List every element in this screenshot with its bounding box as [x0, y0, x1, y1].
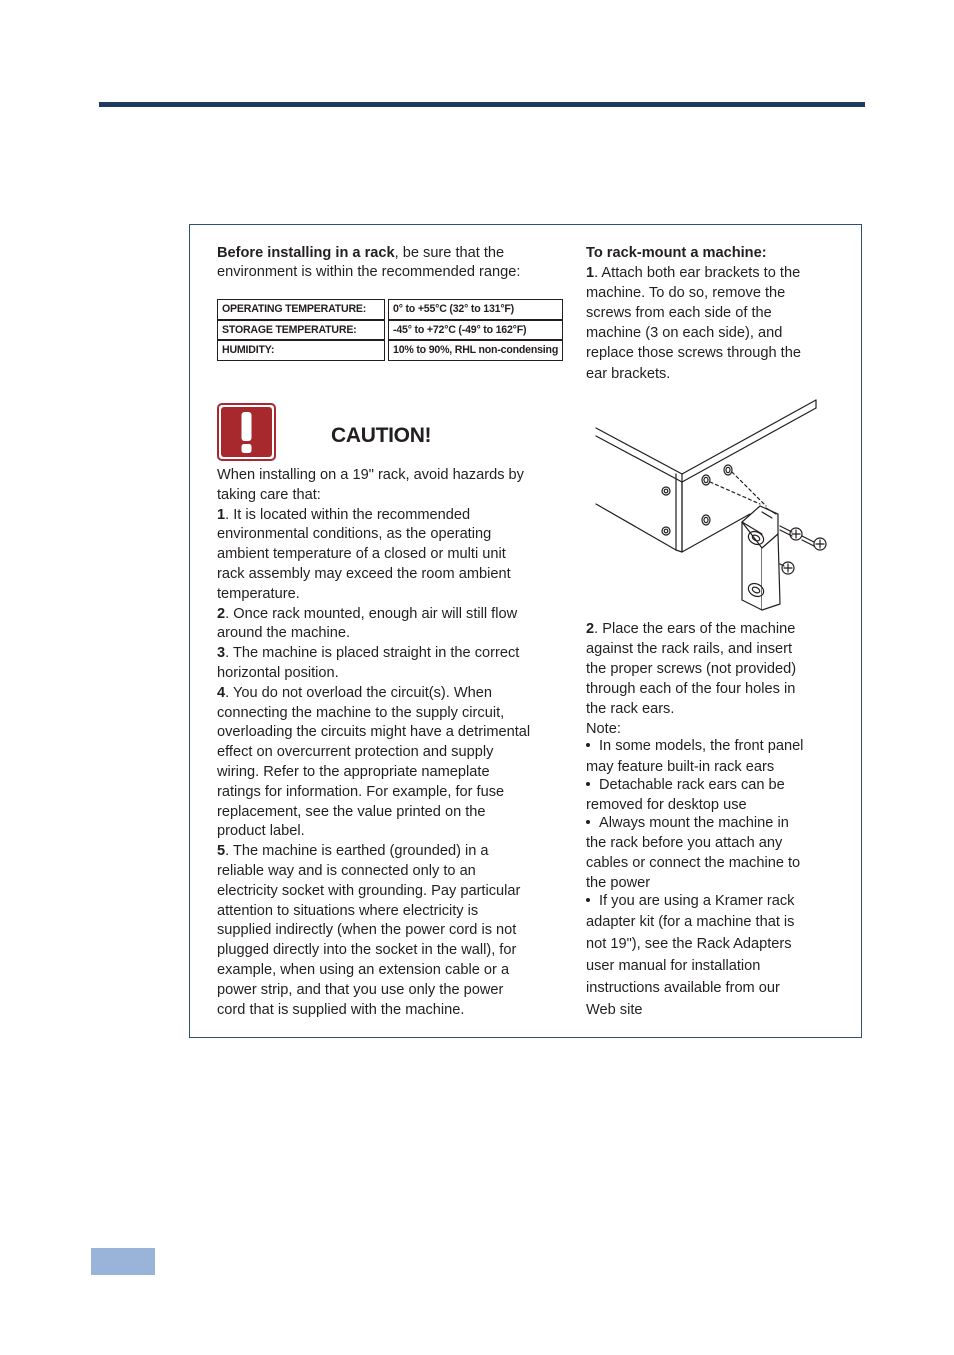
- env-label: STORAGE TEMPERATURE:: [217, 320, 385, 341]
- item-number: 2: [217, 605, 226, 622]
- line-text: ear brackets.: [586, 365, 671, 382]
- text-line: [217, 466, 524, 486]
- text-line: [586, 344, 801, 364]
- line-text: rack assembly may exceed the room ambient: [217, 566, 511, 582]
- text-line: [217, 862, 476, 882]
- note-line: [586, 854, 800, 874]
- text-line: [217, 545, 506, 565]
- line-text: product label.: [217, 823, 305, 840]
- item-number: 2: [586, 621, 595, 637]
- env-label: OPERATING TEMPERATURE:: [217, 299, 385, 320]
- text-line: [217, 684, 492, 704]
- bullet-icon: [586, 743, 590, 747]
- line-text: wiring. Refer to the appropriate nameplate: [217, 764, 490, 780]
- line-text: power strip, and that you use only the power: [217, 981, 504, 998]
- line-text: horizontal position.: [217, 665, 339, 681]
- note-line: [583, 776, 785, 796]
- text-line: [586, 365, 670, 385]
- rack-ear-bracket-illustration: [590, 396, 840, 616]
- note-text: removed for desktop use: [586, 797, 747, 813]
- note-line: [583, 737, 803, 757]
- note-line: [586, 874, 650, 894]
- intro-line-1: [217, 244, 504, 264]
- note-text: If you are using a Kramer rack: [599, 893, 795, 909]
- line-text: ambient temperature of a closed or multi unit: [217, 546, 506, 563]
- line-text: Note:: [586, 721, 621, 737]
- note-line: [583, 892, 794, 912]
- text-line: [217, 902, 478, 922]
- line-text: supplied indirectly (when the power cord is not: [217, 922, 517, 939]
- line-text: machine (3 on each side), and: [586, 325, 783, 342]
- line-text: electricity socket with grounding. Pay particular: [217, 882, 521, 899]
- line-text: plugged directly into the socket in the wall), for: [217, 942, 517, 959]
- bullet-icon: [586, 820, 590, 824]
- line-text: example, when using an extension cable or a: [217, 962, 510, 978]
- text-line: [217, 644, 519, 664]
- env-table-row: [217, 299, 563, 320]
- note-text: In some models, the front panel: [599, 738, 804, 754]
- line-text: . Attach both ear brackets to the: [594, 265, 801, 281]
- text-line: [217, 981, 503, 1001]
- item-number: 4: [217, 684, 226, 701]
- caution-title: CAUTION!: [331, 424, 432, 447]
- note-text: the rack before you attach any: [586, 835, 783, 851]
- header-rule: [99, 102, 865, 107]
- note-text: not 19"), see the Rack Adapters: [586, 936, 792, 952]
- line-text: through each of the four holes in: [586, 681, 796, 697]
- text-line: [217, 664, 339, 684]
- env-value: -45° to +72°C (-49° to 162°F): [388, 320, 563, 341]
- note-line: [586, 979, 780, 999]
- text-line: [217, 525, 491, 545]
- line-text: effect on overcurrent protection and supply: [217, 744, 494, 761]
- text-line: [217, 842, 489, 862]
- env-table-row: [217, 320, 563, 341]
- text-line: [217, 605, 517, 625]
- line-text: cord that is supplied with the machine.: [217, 1001, 465, 1018]
- note-line: [586, 758, 774, 778]
- note-line: [586, 834, 782, 854]
- text-line: [217, 723, 530, 743]
- text-line: [586, 324, 782, 344]
- page-number-tab: [91, 1248, 155, 1275]
- note-text: cables or connect the machine to: [586, 855, 801, 871]
- line-text: the proper screws (not provided): [586, 661, 797, 677]
- note-text: may feature built-in rack ears: [586, 759, 775, 775]
- text-line: [217, 941, 516, 961]
- line-text: . The machine is earthed (grounded) in a: [225, 843, 489, 860]
- line-text: overloading the circuits might have a detrimental: [217, 724, 531, 741]
- line-text: ratings for information. For example, for fuse: [217, 783, 505, 800]
- bullet-icon: [586, 782, 590, 786]
- text-line: [586, 660, 796, 680]
- rack-mount-heading: To rack-mount a machine:: [586, 245, 767, 261]
- text-line: [217, 704, 504, 724]
- line-text: the rack ears.: [586, 701, 675, 717]
- text-line: [586, 700, 674, 720]
- note-line: [586, 1001, 643, 1021]
- item-number: 5: [217, 843, 226, 860]
- text-line: [586, 640, 792, 660]
- line-text: taking care that:: [217, 486, 321, 503]
- line-text: around the machine.: [217, 625, 351, 642]
- text-line: [586, 680, 795, 700]
- note-text: user manual for installation: [586, 958, 761, 974]
- env-table-row: [217, 340, 563, 361]
- line-text: reliable way and is connected only to an: [217, 863, 476, 879]
- env-value: 0° to +55°C (32° to 131°F): [388, 299, 563, 320]
- text-line: [217, 565, 511, 585]
- text-line: [217, 1001, 464, 1021]
- note-line: [586, 935, 792, 955]
- note-text: adapter kit (for a machine that is: [586, 914, 795, 930]
- line-text: environmental conditions, as the operating: [217, 526, 492, 543]
- note-text: instructions available from our: [586, 980, 780, 996]
- line-text: attention to situations where electricity is: [217, 902, 479, 919]
- text-line: [217, 624, 350, 644]
- note-line: [586, 957, 760, 977]
- item-number: 1: [217, 506, 226, 523]
- line-text: . Place the ears of the machine: [594, 621, 796, 637]
- item-number: 1: [586, 265, 595, 281]
- line-text: screws from each side of the: [586, 305, 772, 322]
- text-line: [217, 803, 486, 823]
- note-line: [583, 814, 789, 834]
- note-text: the power: [586, 875, 651, 891]
- text-line: [586, 620, 795, 640]
- environment-table: [214, 299, 566, 361]
- line-text: machine. To do so, remove the: [586, 285, 786, 302]
- line-text: replacement, see the value printed on the: [217, 803, 486, 820]
- text-line: [217, 822, 305, 842]
- text-line: [217, 783, 504, 803]
- note-line: [586, 796, 747, 816]
- note-line: [586, 913, 794, 933]
- text-line: [217, 506, 470, 526]
- text-line: [217, 486, 321, 506]
- note-text: Always mount the machine in: [599, 815, 789, 831]
- line-text: . The machine is placed straight in the correct: [225, 645, 520, 662]
- line-text: connecting the machine to the supply circuit,: [217, 704, 505, 721]
- intro-bold: Before installing in a rack: [217, 245, 395, 261]
- text-line: [217, 961, 509, 981]
- line-text: against the rack rails, and insert: [586, 641, 793, 657]
- text-line: [217, 743, 493, 763]
- note-text: Detachable rack ears can be: [599, 777, 785, 793]
- intro-line-2: environment is within the recommended range:: [217, 264, 521, 280]
- line-text: . You do not overload the circuit(s). When: [225, 684, 493, 701]
- bullet-icon: [586, 898, 590, 902]
- line-text: . It is located within the recommended: [225, 506, 471, 523]
- text-line: [586, 284, 785, 304]
- item-number: 3: [217, 645, 226, 662]
- text-line: [217, 882, 520, 902]
- exclamation-warning-icon: [217, 403, 276, 461]
- text-line: [217, 763, 490, 783]
- line-text: temperature.: [217, 585, 300, 602]
- line-text: . Once rack mounted, enough air will still flow: [225, 605, 518, 622]
- text-line: [217, 585, 300, 605]
- text-line: [586, 264, 800, 284]
- text-line: [586, 304, 772, 324]
- line-text: replace those screws through the: [586, 345, 801, 362]
- env-value: 10% to 90%, RHL non-condensing: [388, 340, 563, 361]
- env-label: HUMIDITY:: [217, 340, 385, 361]
- note-text: Web site: [586, 1002, 643, 1018]
- line-text: When installing on a 19" rack, avoid hazards by: [217, 467, 524, 483]
- text-line: [217, 921, 516, 941]
- intro-rest: , be sure that the: [394, 245, 505, 261]
